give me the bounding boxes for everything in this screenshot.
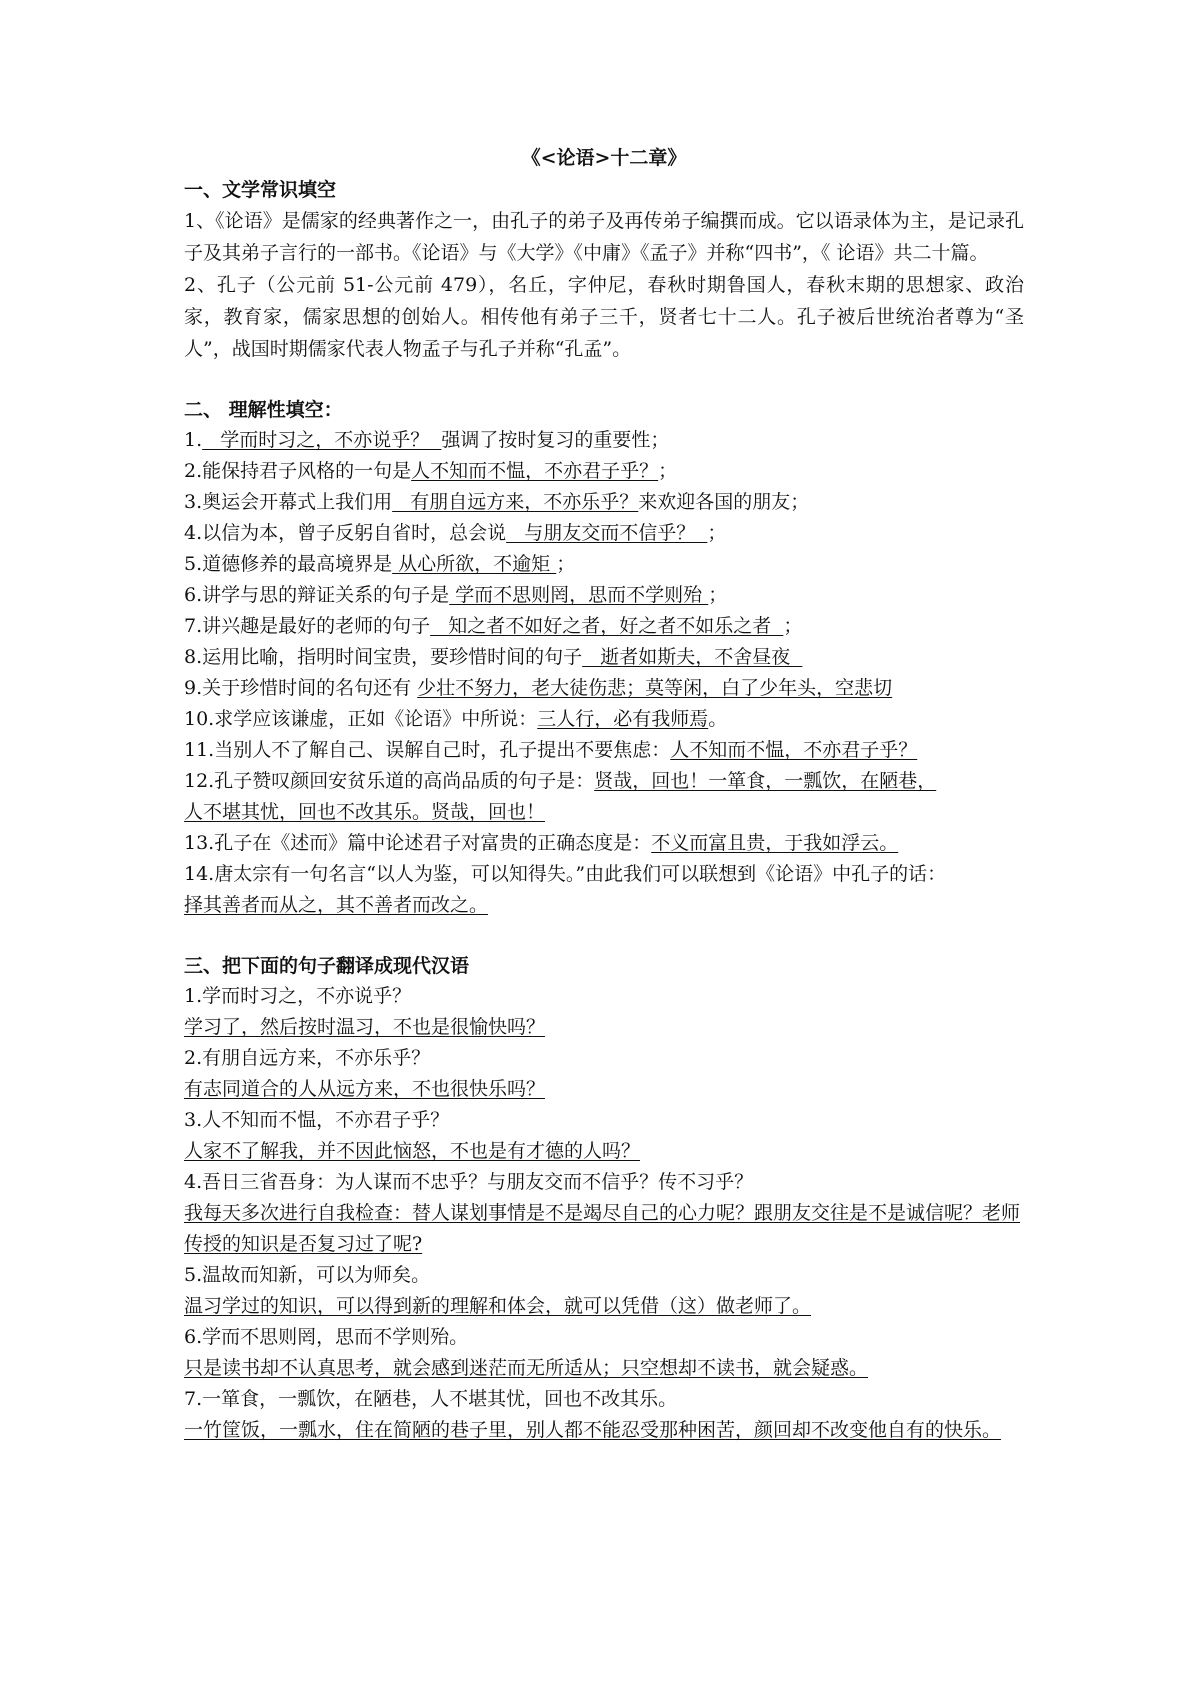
translation-answer bbox=[184, 1012, 1024, 1043]
translation-answer bbox=[184, 1198, 1024, 1260]
translation-answer-text: 只是读书却不认真思考，就会感到迷茫而无所适从；只空想却不读书，就会疑惑。 bbox=[184, 1357, 869, 1379]
item-suffix: ； bbox=[708, 584, 728, 606]
translation-question: 2.有朋自远方来，不亦乐乎？ bbox=[184, 1047, 431, 1069]
section1-paragraph-1: 1、《论语》是儒家的经典著作之一，由孔子的弟子及再传弟子编撰而成。它以语录体为主，是记录孔子及其弟子言行的一部书。《论语》与《大学》《中庸》《孟子》并称“四书”，《 论语》共二十篇。 bbox=[184, 210, 1024, 264]
translation-question: 7.一箪食，一瓢饮，在陋巷，人不堪其忧，回也不改其乐。 bbox=[184, 1388, 678, 1410]
item-answer: 从心所欲，不逾矩 bbox=[392, 553, 557, 575]
item-12-answer-line-1: 贤哉，回也！一箪食，一瓢饮，在陋巷， bbox=[594, 770, 937, 792]
item-prompt: 7.讲兴趣是最好的老师的句子 bbox=[184, 615, 431, 637]
item-answer: 逝者如斯夫，不舍昼夜 bbox=[582, 646, 803, 668]
item-prompt: 5.道德修养的最高境界是 bbox=[184, 553, 393, 575]
section3-list bbox=[184, 981, 1024, 1446]
item-answer: 人不知而不愠，不亦君子乎？ bbox=[411, 460, 659, 482]
section2-item bbox=[184, 456, 1024, 487]
item-12-prompt: 12.孔子赞叹颜回安贫乐道的高尚品质的句子是： bbox=[184, 770, 595, 792]
item-suffix: 来欢迎各国的朋友； bbox=[638, 491, 810, 513]
translation-answer bbox=[184, 1353, 1024, 1384]
translation-question: 5.温故而知新，可以为师矣。 bbox=[184, 1264, 431, 1286]
translation-question: 1.学而时习之，不亦说乎？ bbox=[184, 985, 412, 1007]
translation-answer bbox=[184, 1136, 1024, 1167]
item-answer: 有朋自远方来，不亦乐乎？ bbox=[392, 491, 639, 513]
item-suffix: ； bbox=[707, 522, 727, 544]
item-prompt: 2.能保持君子风格的一句是 bbox=[184, 460, 412, 482]
spacer bbox=[184, 365, 1024, 395]
translation-answer-text: 学习了，然后按时温习，不也是很愉快吗？ bbox=[184, 1016, 546, 1038]
item-suffix: ； bbox=[556, 553, 576, 575]
section2-item-12 bbox=[184, 766, 1024, 828]
item-14-answer: 择其善者而从之，其不善者而改之。 bbox=[184, 894, 489, 916]
item-answer: 知之者不如好之者，好之者不如乐之者 bbox=[430, 615, 784, 637]
translation-answer-text: 一竹筐饭，一瓢水，住在简陋的巷子里，别人都不能忍受那种困苦，颜回却不改变他自有的快乐。 bbox=[184, 1419, 1002, 1441]
section2-item bbox=[184, 425, 1024, 456]
section2-item bbox=[184, 704, 1024, 735]
translation-answer-text: 人家不了解我，并不因此恼怒，不也是有才德的人吗？ bbox=[184, 1140, 641, 1162]
item-13-prompt: 13.孔子在《述而》篇中论述君子对富贵的正确态度是： bbox=[184, 832, 652, 854]
item-14-prompt: 14.唐太宗有一句名言“以人为鉴，可以知得失。”由此我们可以联想到《论语》中孔子的话： bbox=[184, 863, 947, 885]
item-answer: 学而时习之，不亦说乎？ bbox=[202, 429, 442, 451]
item-suffix: ； bbox=[783, 615, 803, 637]
section2-item bbox=[184, 518, 1024, 549]
item-prompt: 4.以信为本，曾子反躬自省时，总会说 bbox=[184, 522, 507, 544]
section3-heading: 三、把下面的句子翻译成现代汉语 bbox=[184, 955, 470, 977]
item-answer: 人不知而不愠，不亦君子乎？ bbox=[670, 739, 918, 761]
item-prompt: 9.关于珍惜时间的名句还有 bbox=[184, 677, 418, 699]
item-answer: 三人行，必有我师焉 bbox=[537, 708, 709, 730]
item-answer: 学而不思则罔，思而不学则殆 bbox=[449, 584, 709, 606]
translation-question: 3.人不知而不愠，不亦君子乎？ bbox=[184, 1109, 450, 1131]
section1-paragraph-2: 2、孔子（公元前 51-公元前 479），名丘，字仲尼，春秋时期鲁国人，春秋末期的思想家、政治家，教育家，儒家思想的创始人。相传他有弟子三千，贤者七十二人。孔子被后世统治者尊为“圣人”，战国时期儒家代表人物孟子与孔子并称“孔孟”。 bbox=[184, 274, 1024, 360]
translation-answer-text: 有志同道合的人从远方来，不也很快乐吗？ bbox=[184, 1078, 546, 1100]
translation-answer bbox=[184, 1415, 1024, 1446]
translation-answer-text: 温习学过的知识，可以得到新的理解和体会，就可以凭借（这）做老师了。 bbox=[184, 1295, 812, 1317]
section2-item bbox=[184, 549, 1024, 580]
item-suffix: 强调了按时复习的重要性； bbox=[441, 429, 670, 451]
section2-item bbox=[184, 487, 1024, 518]
section2-item bbox=[184, 642, 1024, 673]
section1-heading: 一、文学常识填空 bbox=[184, 179, 337, 201]
document-content bbox=[184, 143, 1024, 1446]
item-prompt: 1. bbox=[184, 429, 203, 451]
item-prompt: 6.讲学与思的辩证关系的句子是 bbox=[184, 584, 450, 606]
item-suffix: 。 bbox=[708, 708, 728, 730]
translation-answer-text: 我每天多次进行自我检查：替人谋划事情是不是竭尽自己的心力呢？跟朋友交往是不是诚信呢？老师传授的知识是否复习过了呢? bbox=[184, 1202, 1021, 1255]
section2-heading: 二、 理解性填空： bbox=[184, 399, 343, 421]
item-answer: 少壮不努力，老大徒伤悲；莫等闲，白了少年头，空悲切 bbox=[417, 677, 893, 699]
section2-item bbox=[184, 580, 1024, 611]
spacer bbox=[184, 921, 1024, 951]
section2-item bbox=[184, 735, 1024, 766]
translation-answer bbox=[184, 1291, 1024, 1322]
section2-item-14 bbox=[184, 859, 1024, 921]
item-suffix: ； bbox=[658, 460, 678, 482]
section2-item-13 bbox=[184, 828, 1024, 859]
item-prompt: 8.运用比喻，指明时间宝贵，要珍惜时间的句子 bbox=[184, 646, 583, 668]
section2-list bbox=[184, 425, 1024, 766]
section2-item bbox=[184, 673, 1024, 704]
translation-answer bbox=[184, 1074, 1024, 1105]
item-prompt: 10.求学应该谦虚，正如《论语》中所说： bbox=[184, 708, 538, 730]
section2-item bbox=[184, 611, 1024, 642]
translation-question: 4.吾日三省吾身：为人谋而不忠乎？与朋友交而不信乎？传不习乎？ bbox=[184, 1171, 754, 1193]
item-prompt: 3.奥运会开幕式上我们用 bbox=[184, 491, 393, 513]
translation-question: 6.学而不思则罔，思而不学则殆。 bbox=[184, 1326, 469, 1348]
item-13-answer: 不义而富且贵，于我如浮云。 bbox=[651, 832, 899, 854]
item-prompt: 11.当别人不了解自己、误解自己时，孔子提出不要焦虑： bbox=[184, 739, 671, 761]
item-answer: 与朋友交而不信乎？ bbox=[506, 522, 708, 544]
item-12-answer-line-2: 人不堪其忧，回也不改其乐。贤哉，回也！ bbox=[184, 801, 546, 823]
page-title: 《<论语>十二章》 bbox=[521, 147, 687, 169]
